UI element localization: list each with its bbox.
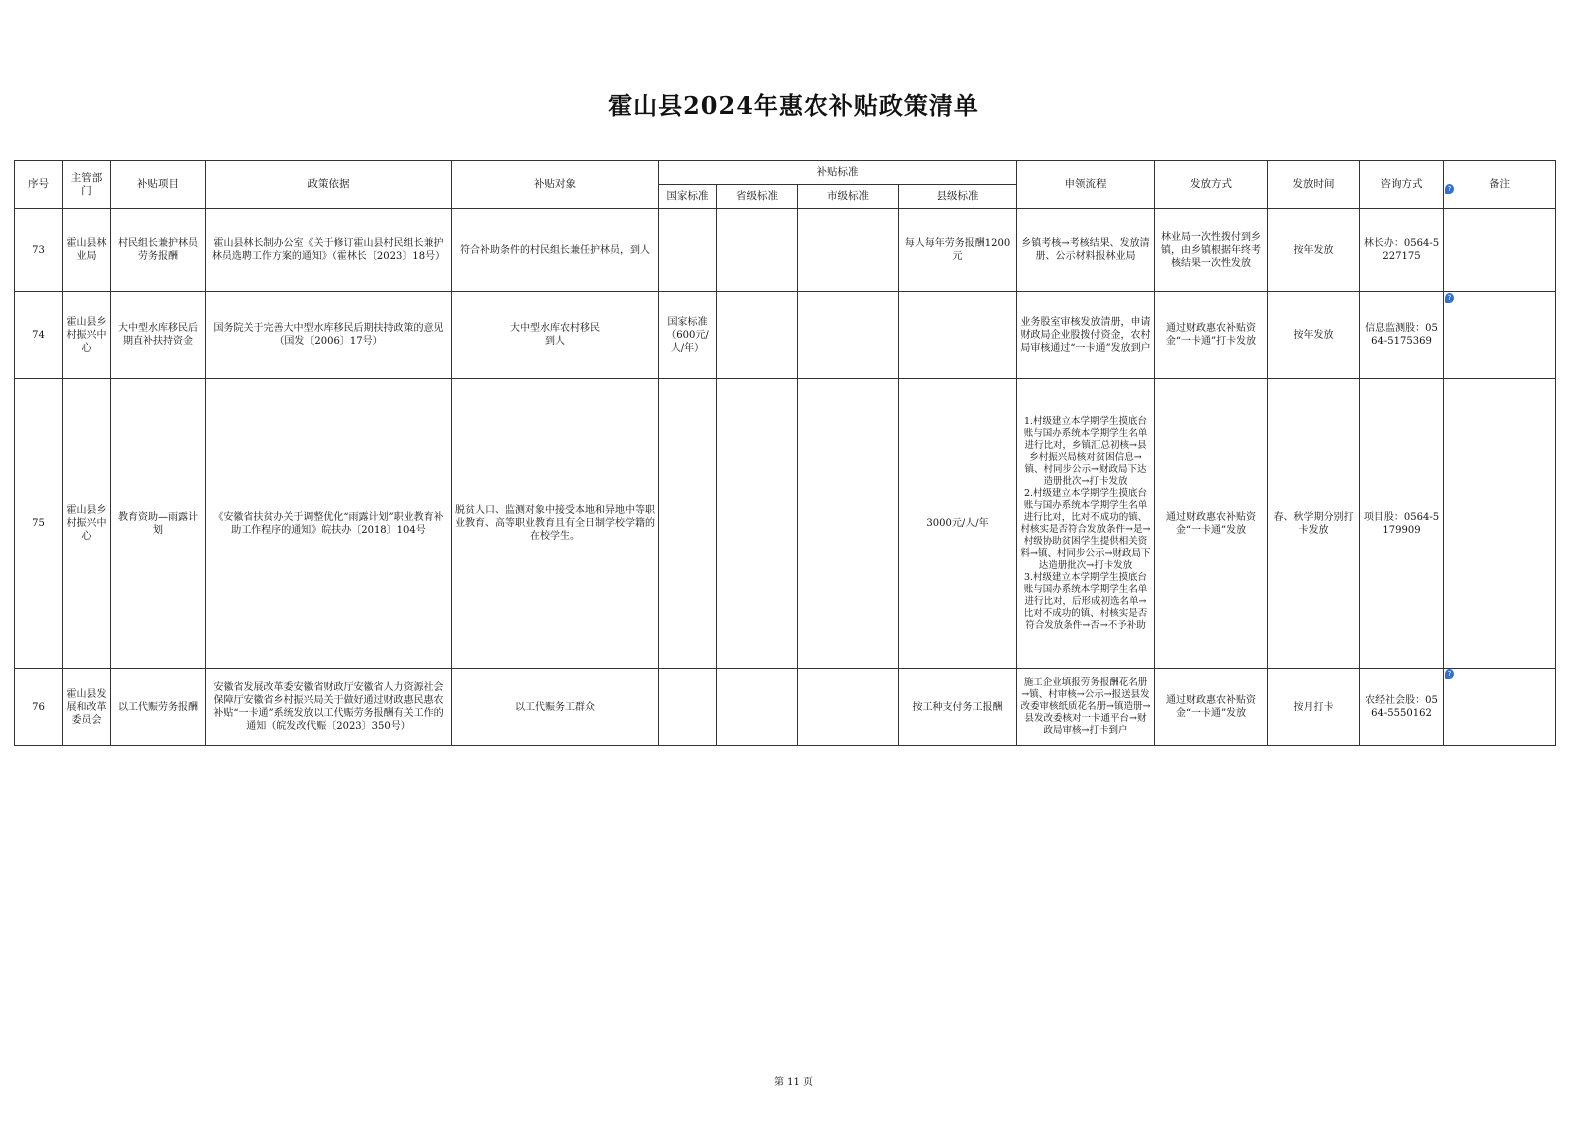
page-title: 霍山县2024年惠农补贴政策清单	[608, 91, 979, 120]
header-county: 县级标准	[899, 185, 1017, 209]
cell-national	[659, 209, 717, 292]
cell-time: 春、秋学期分别打卡发放	[1268, 379, 1360, 669]
cell-item: 教育资助—雨露计划	[111, 379, 206, 669]
cell-target: 符合补助条件的村民组长兼任护林员，到人	[452, 209, 659, 292]
table-row	[15, 379, 1556, 669]
cell-seq: 73	[15, 209, 63, 292]
table-row	[15, 292, 1556, 379]
cell-seq: 76	[15, 669, 63, 746]
header-method: 发放方式	[1155, 161, 1268, 209]
header-row-1	[15, 161, 1556, 185]
cell-basis: 安徽省发展改革委安徽省财政厅安徽省人力资源社会保障厅安徽省乡村振兴局关于做好通过财政惠民惠农补贴“一卡通”系统发放以工代赈劳务报酬有关工作的通知（皖发改代赈〔2023〕350号）	[206, 669, 452, 746]
cell-county	[899, 292, 1017, 379]
cell-method: 林业局一次性拨付到乡镇，由乡镇根据年终考核结果一次性发放	[1155, 209, 1268, 292]
cell-county: 每人每年劳务报酬1200元	[899, 209, 1017, 292]
header-basis: 政策依据	[206, 161, 452, 209]
header-standard: 补贴标准	[659, 161, 1017, 185]
cell-remark	[1444, 209, 1556, 292]
cell-dept: 霍山县林业局	[63, 209, 111, 292]
question-marker-icon: ?	[1445, 293, 1454, 303]
cell-remark	[1444, 669, 1556, 746]
cell-city	[798, 669, 899, 746]
cell-seq: 74	[15, 292, 63, 379]
cell-method: 通过财政惠农补贴资金“一卡通”发放	[1155, 379, 1268, 669]
header-process: 申领流程	[1017, 161, 1155, 209]
cell-seq: 75	[15, 379, 63, 669]
cell-contact: 信息监测股：0564-5175369	[1360, 292, 1444, 379]
cell-process: 业务股室审核发放清册，申请财政局企业股拨付资金，农村局审核通过“一卡通”发放到户	[1017, 292, 1155, 379]
table-row	[15, 669, 1556, 746]
cell-process: 乡镇考核→考核结果、发放清册、公示材料报林业局	[1017, 209, 1155, 292]
question-marker-icon: ?	[1445, 184, 1454, 194]
header-contact: 咨询方式	[1360, 161, 1444, 209]
cell-city	[798, 292, 899, 379]
cell-method: 通过财政惠农补贴资金“一卡通”打卡发放	[1155, 292, 1268, 379]
cell-provincial	[717, 669, 798, 746]
cell-item: 大中型水库移民后期直补扶持资金	[111, 292, 206, 379]
cell-basis: 《安徽省扶贫办关于调整优化“雨露计划”职业教育补助工作程序的通知》皖扶办〔2018〕104号	[206, 379, 452, 669]
cell-time: 按年发放	[1268, 209, 1360, 292]
cell-city	[798, 209, 899, 292]
cell-remark	[1444, 292, 1556, 379]
cell-dept: 霍山县乡村振兴中心	[63, 292, 111, 379]
cell-target: 脱贫人口、监测对象中接受本地和异地中等职业教育、高等职业教育且有全日制学校学籍的在校学生。	[452, 379, 659, 669]
cell-item: 以工代赈劳务报酬	[111, 669, 206, 746]
cell-basis: 霍山县林长制办公室《关于修订霍山县村民组长兼护林员选聘工作方案的通知》（霍林长〔2023〕18号）	[206, 209, 452, 292]
cell-contact: 项目股：0564-5179909	[1360, 379, 1444, 669]
header-remark: 备注	[1444, 161, 1556, 209]
cell-contact: 农经社会股：0564-5550162	[1360, 669, 1444, 746]
cell-basis: 国务院关于完善大中型水库移民后期扶持政策的意见 （国发〔2006〕17号）	[206, 292, 452, 379]
process-text: 施工企业填报劳务报酬花名册→镇、村审核→公示→报送县发改委审核纸质花名册→镇造册→县发改委核对一卡通平台→财政局审核→打卡到户	[1020, 677, 1151, 736]
cell-remark	[1444, 379, 1556, 669]
cell-time: 按月打卡	[1268, 669, 1360, 746]
header-target: 补贴对象	[452, 161, 659, 209]
header-time: 发放时间	[1268, 161, 1360, 209]
cell-time: 按年发放	[1268, 292, 1360, 379]
cell-provincial	[717, 379, 798, 669]
cell-process	[1017, 669, 1155, 746]
cell-target: 大中型水库农村移民 到人	[452, 292, 659, 379]
cell-provincial	[717, 209, 798, 292]
question-marker-icon: ?	[1445, 669, 1454, 679]
cell-method: 通过财政惠农补贴资金“一卡通”发放	[1155, 669, 1268, 746]
cell-national	[659, 379, 717, 669]
header-national: 国家标准	[659, 185, 717, 209]
cell-county: 按工种支付务工报酬	[899, 669, 1017, 746]
cell-dept: 霍山县乡村振兴中心	[63, 379, 111, 669]
cell-national: 国家标准（600元/人/年）	[659, 292, 717, 379]
header-item: 补贴项目	[111, 161, 206, 209]
header-dept: 主管部门	[63, 161, 111, 209]
cell-city	[798, 379, 899, 669]
cell-provincial	[717, 292, 798, 379]
cell-county: 3000元/人/年	[899, 379, 1017, 669]
header-seq: 序号	[15, 161, 63, 209]
cell-national	[659, 669, 717, 746]
cell-contact: 林长办：0564-5227175	[1360, 209, 1444, 292]
cell-process: 1.村级建立本学期学生摸底台账与国办系统本学期学生名单进行比对，乡镇汇总初核→县乡村振兴局核对贫困信息→镇、村同步公示→财政局下达造册批次→打卡发放 2.村级建立本学期学生摸底台账与国办系统本学期学生名单进行比对，比对不成功的镇、村核实是否符合发放条件→是→村级协助贫困学生提供相关资料→镇、村同步公示→财政局下达造册批次→打卡发放 3.村级建立本学期学生摸底台账与国办系统本学期学生名单进行比对，后形成初选名单→比对不成功的镇、村核实是否符合发放条件→否→不予补助	[1017, 379, 1155, 669]
header-city: 市级标准	[798, 185, 899, 209]
header-provincial: 省级标准	[717, 185, 798, 209]
cell-target: 以工代赈务工群众	[452, 669, 659, 746]
table-row	[15, 209, 1556, 292]
cell-dept: 霍山县发展和改革委员会	[63, 669, 111, 746]
page-number: 第 11 页	[773, 1077, 814, 1088]
policy-table	[14, 160, 1556, 746]
cell-item: 村民组长兼护林员劳务报酬	[111, 209, 206, 292]
